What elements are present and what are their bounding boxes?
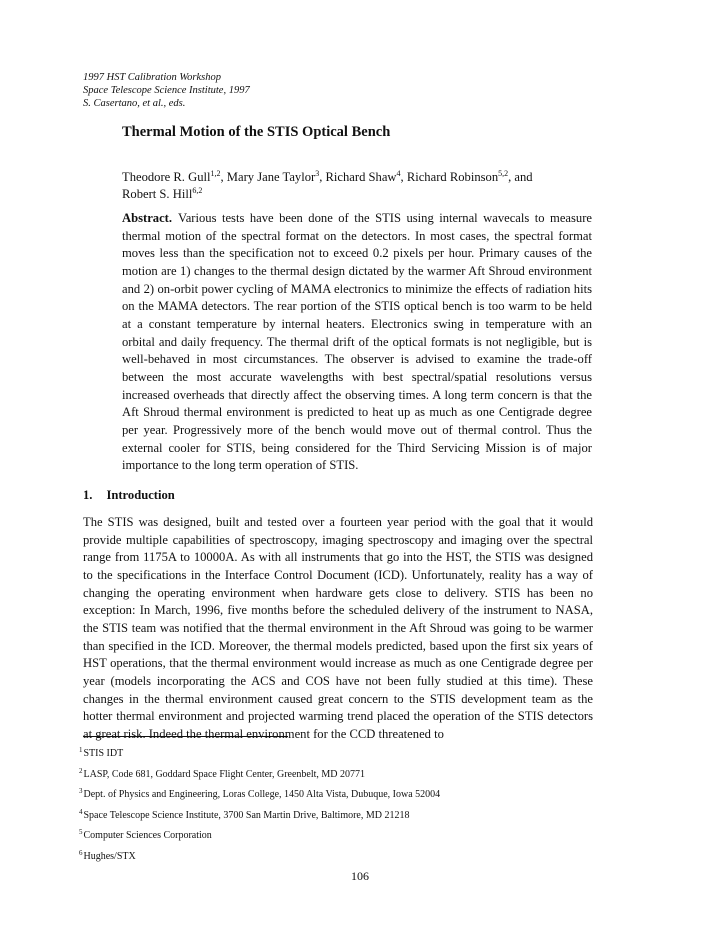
footnote-text: Dept. of Physics and Engineering, Loras College, 1450 Alta Vista, Dubuque, Iowa 52004	[83, 789, 441, 801]
footnote-mark: 6	[79, 848, 83, 857]
author-separator: ,	[319, 170, 326, 184]
footnote	[79, 744, 599, 765]
abstract-label: Abstract.	[122, 211, 173, 225]
author-affiliation: 1,2	[210, 168, 221, 178]
author-name: Robert S. Hill	[122, 187, 193, 201]
author-affiliation: 3	[315, 168, 320, 178]
author-list	[122, 169, 592, 203]
footnote	[79, 847, 599, 868]
footnote-text: Computer Sciences Corporation	[83, 830, 212, 842]
proceedings-header	[83, 71, 250, 110]
author-separator: , and	[508, 170, 533, 184]
header-line-1: 1997 HST Calibration Workshop	[83, 72, 221, 83]
paper-title: Thermal Motion of the STIS Optical Bench	[122, 124, 391, 140]
footnote-rule	[83, 736, 288, 737]
footnote	[79, 826, 599, 847]
author-name: Mary Jane Taylor	[226, 170, 316, 184]
footnote-mark: 1	[79, 746, 83, 754]
section-heading	[83, 488, 175, 503]
abstract	[122, 210, 592, 475]
header-line-2: Space Telescope Science Institute, 1997	[83, 85, 250, 96]
abstract-text: Various tests have been done of the STIS using internal wavecals to measure thermal motion of the spectral format on the detectors. In most cases, the spectral format moves less than the specification not to exceed 0.2 pixels per hour. Primary causes of the motion are 1) changes to the thermal design dictated by the warmer Aft Shroud environment and 2) on-orbit power cycling of MAMA electronics to minimize the effects of radiation hits on the MAMA detectors. The rear portion of the STIS optical bench is too warm to be held at a constant temperature by internal heaters. Electronics swing in temperature with an orbital and daily frequency. The thermal drift of the optical formats is not negligible, but is well-behaved in most circumstances. The observer is advised to examine the trade-off between the most accurate wavelengths with best spectral/spatial resolutions versus increased overheads that directly affect the observing times. A long term concern is that the Aft Shroud thermal environment is predicted to heat up as much as one Centigrade degree per year. Progressively more of the bench would move out of thermal control. Thus the external cooler for STIS, being considered for the Third Servicing Mission is of major importance to the long term operation of STIS.	[122, 211, 592, 473]
footnote	[79, 765, 599, 786]
section-body: The STIS was designed, built and tested over a fourteen year period with the goal that it would provide multiple capabilities of spectroscopy, imaging spectroscopy and imaging over the spectral range from 1175A to 10000A. As with all instruments that go into the HST, the STIS was designed to the specifications in the Interface Control Document (ICD). Unfortunately, reality has a way of changing the operating environment when hardware gets close to delivery. STIS has been no exception: In March, 1996, five months before the scheduled delivery of the instrument to NASA, the STIS team was notified that the thermal environment in the Aft Shroud was going to be warmer than specified in the ICD. Moreover, the thermal models predicted, based upon the first six years of HST operations, that the thermal environment would increase as much as one Centigrade degree per year (models incorporating the ACS and COS have not been fully studied at this time). These changes in the thermal environment caused great concern to the STIS development team as the hotter thermal environment and projected warming trend placed the operation of the STIS detectors at great risk. Indeed the thermal environment for the CCD threatened to	[83, 515, 593, 741]
footnote-mark: 3	[79, 787, 83, 796]
section-number: 1.	[83, 488, 93, 502]
footnote	[79, 806, 599, 827]
author-name: Richard Shaw	[325, 170, 397, 184]
author-affiliation: 5,2	[498, 168, 509, 178]
footnotes	[79, 744, 599, 868]
author-name: Richard Robinson	[406, 170, 499, 184]
footnote-mark: 2	[79, 766, 83, 775]
author-separator: ,	[220, 170, 227, 184]
header-line-3: S. Casertano, et al., eds.	[83, 98, 186, 109]
footnote-mark: 4	[79, 807, 83, 816]
footnote-mark: 5	[79, 828, 83, 837]
author-separator: ,	[400, 170, 407, 184]
footnote-text: Hughes/STX	[83, 850, 136, 862]
footnote-text: STIS IDT	[83, 748, 124, 759]
footnote	[79, 785, 599, 806]
author-name: Theodore R. Gull	[122, 170, 211, 184]
section-title: Introduction	[106, 488, 175, 502]
author-affiliation: 6,2	[192, 185, 203, 195]
author-affiliation: 4	[396, 168, 401, 178]
footnote-text: LASP, Code 681, Goddard Space Flight Center, Greenbelt, MD 20771	[83, 768, 366, 780]
page-number: 106	[351, 869, 369, 883]
footnote-text: Space Telescope Science Institute, 3700 San Martin Drive, Baltimore, MD 21218	[83, 809, 410, 821]
